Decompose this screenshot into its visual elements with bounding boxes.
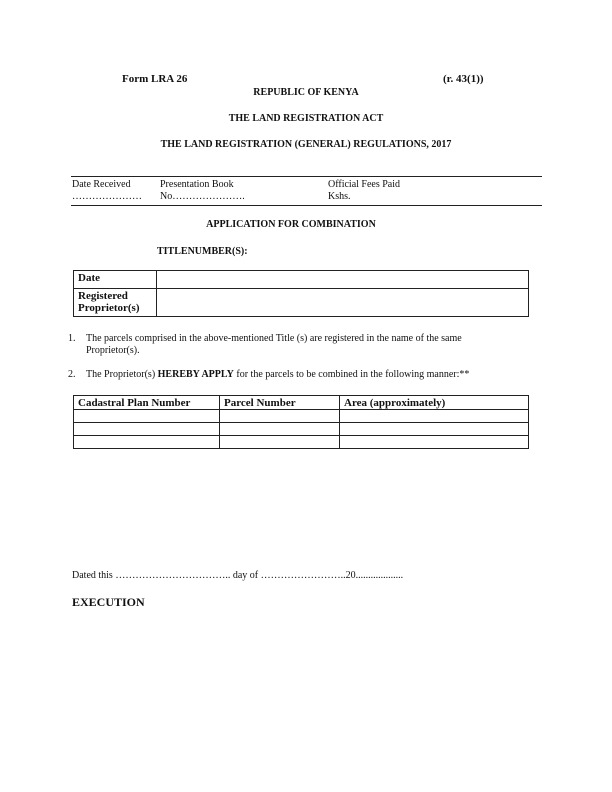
fees-currency: Kshs. <box>328 191 351 202</box>
col-parcel-number: Parcel Number <box>220 396 340 410</box>
table-row <box>74 410 529 423</box>
cadastral-cell[interactable] <box>74 410 220 423</box>
parcel-cell[interactable] <box>220 423 340 436</box>
clause-1-number: 1. <box>68 333 76 344</box>
table-row <box>74 423 529 436</box>
clause-2-pre: The Proprietor(s) <box>86 369 158 380</box>
title-numbers-label: TITLENUMBER(S): <box>157 246 248 257</box>
office-row-bottom-rule <box>71 205 542 206</box>
cadastral-cell[interactable] <box>74 423 220 436</box>
cadastral-cell[interactable] <box>74 436 220 449</box>
date-label: Date <box>78 272 100 284</box>
country-heading: REPUBLIC OF KENYA <box>253 87 359 98</box>
proprietor-info-table <box>73 270 529 317</box>
table-row <box>74 436 529 449</box>
date-label-cell <box>74 271 157 289</box>
col-area: Area (approximately) <box>340 396 529 410</box>
area-cell[interactable] <box>340 423 529 436</box>
date-received-field[interactable]: ………………… <box>72 191 142 202</box>
area-cell[interactable] <box>340 410 529 423</box>
table-row <box>74 271 529 289</box>
table-row <box>74 289 529 317</box>
clause-1-line1: The parcels comprised in the above-mentioned Title (s) are registered in the name of the same <box>86 333 462 344</box>
area-cell[interactable] <box>340 436 529 449</box>
date-value-cell[interactable] <box>157 271 529 289</box>
act-heading: THE LAND REGISTRATION ACT <box>228 113 384 124</box>
proprietor-value-cell[interactable] <box>157 289 529 317</box>
clause-2-number: 2. <box>68 369 76 380</box>
clause-2-post: for the parcels to be combined in the following manner:** <box>233 369 470 380</box>
rule-reference: (r. 43(1)) <box>443 73 484 85</box>
presentation-book-label: Presentation Book <box>160 179 234 190</box>
proprietor-label-cell <box>74 289 157 317</box>
col-cadastral-plan-number: Cadastral Plan Number <box>74 396 220 410</box>
dated-line[interactable]: Dated this …………………………….. day of ……………………..20................... <box>72 570 404 581</box>
date-received-label: Date Received <box>72 179 131 190</box>
office-row-top-rule <box>71 176 542 177</box>
fees-label: Official Fees Paid <box>328 179 401 190</box>
execution-heading: EXECUTION <box>72 595 145 609</box>
proprietor-label-line2: Proprietor(s) <box>78 302 140 314</box>
form-id: Form LRA 26 <box>122 73 188 85</box>
regulations-heading: THE LAND REGISTRATION (GENERAL) REGULATIONS, 2017 <box>160 139 452 150</box>
form-title: APPLICATION FOR COMBINATION <box>206 219 376 230</box>
presentation-no-field[interactable]: No…………………. <box>160 191 245 202</box>
parcel-table-header <box>74 396 529 410</box>
parcel-table <box>73 395 529 449</box>
clause-2-text <box>86 369 469 380</box>
clause-2-bold: HEREBY APPLY <box>157 369 234 380</box>
proprietor-label-line1: Registered <box>78 290 128 302</box>
parcel-cell[interactable] <box>220 410 340 423</box>
clause-1-line2: Proprietor(s). <box>86 345 140 356</box>
parcel-cell[interactable] <box>220 436 340 449</box>
